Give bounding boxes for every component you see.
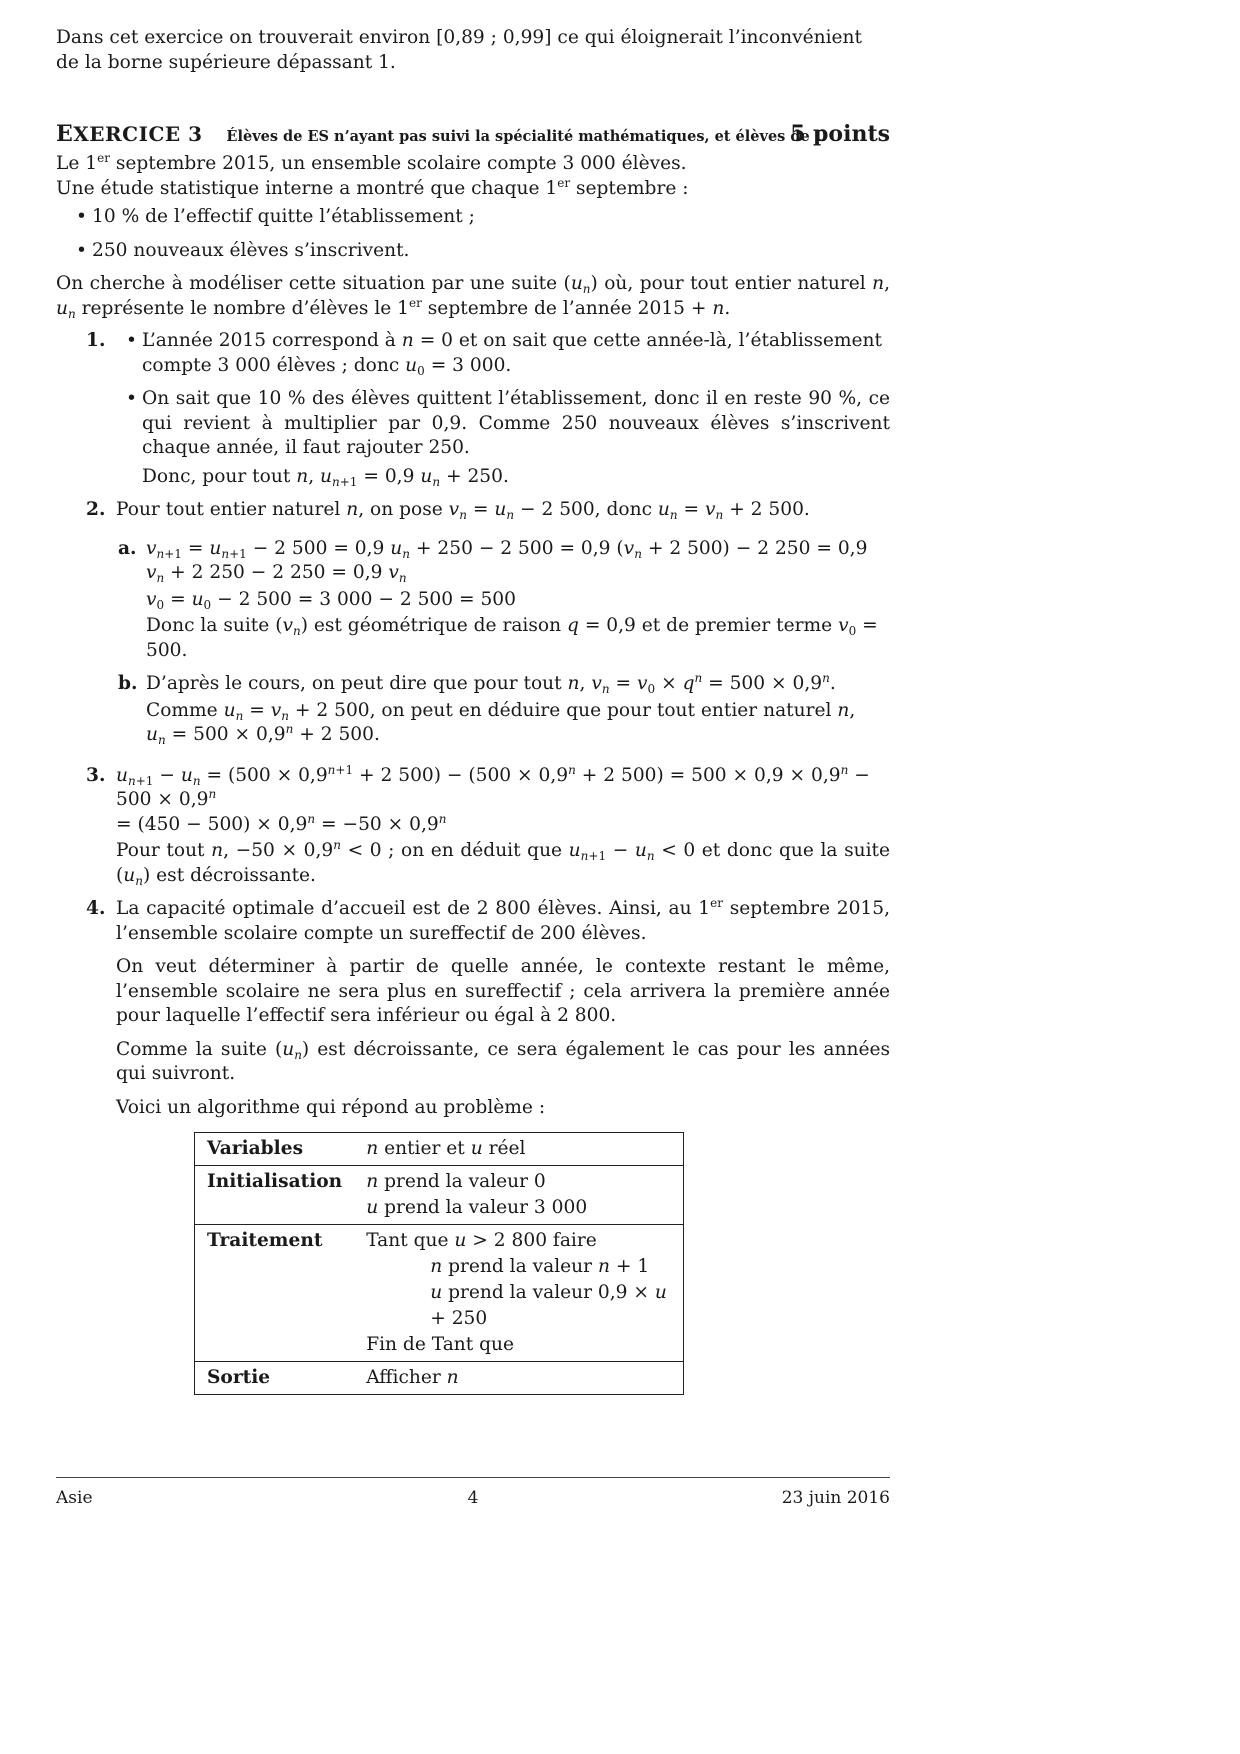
algo-row-variables	[195, 1133, 684, 1166]
question-2b	[118, 671, 890, 748]
question-4	[86, 896, 890, 1120]
algo-cell: n prend la valeur 0 u prend la valeur 3 000	[354, 1166, 683, 1225]
statement-bullet: • 10 % de l’effectif quitte l’établissement ;	[92, 205, 890, 230]
q4-p3: Comme la suite $(u_n)$ est décroissante, ce sera également le cas pour les années qui suivront.	[116, 1038, 890, 1084]
question-number: 2.	[86, 499, 106, 520]
question-number: 1.	[86, 330, 106, 351]
question-number: 3.	[86, 764, 106, 786]
exercise-subtitle: Élèves de ES n’ayant pas suivi la spécialité mathématiques, et élèves de L	[226, 128, 825, 145]
q3-line2: = $(450 - 500) \times 0,9^n = -50 \times 0,9^n$	[116, 811, 447, 835]
algo-label: Variables	[195, 1133, 355, 1166]
subquestion-label: a.	[118, 537, 137, 559]
exercise-name: EXERCICE 3	[56, 121, 203, 147]
page-footer	[56, 1477, 890, 1512]
questions-list	[56, 329, 890, 1120]
q2a-line2: $v_0 = u_0 - 2$ 500 = 3 000 − 2 500 = 500	[146, 588, 516, 612]
algo-label: Initialisation	[195, 1166, 355, 1225]
q2b-line3: $u_n = 500 \times 0,9^n + 2$ 500.	[146, 722, 380, 747]
q3-line3: Pour tout n, $-50 \times 0,9^n < 0$ ; on en déduit que $u_{n+1} - u_n < 0$ et donc que la suite $(u_n)$ est décroissante.	[116, 838, 891, 888]
q2a-line1: $v_{n+1} = u_{n+1} - 2$ 500 = 0,9 $u_n + 250 - 2$ 500 = 0,9 ($v_n + 2$ 500) − 2 250 = 0,9 $v_n + 2$ 250 − 2 250 = 0,9 $v_n$	[146, 537, 868, 585]
algo-label: Traitement	[195, 1225, 355, 1362]
statement-bullets	[56, 205, 890, 263]
exercise-points: 5 points	[790, 121, 890, 147]
algo-row-output	[195, 1362, 684, 1395]
algorithm-table	[194, 1132, 684, 1395]
algo-label: Sortie	[195, 1362, 355, 1395]
q1-bullets	[116, 329, 890, 489]
q4-p1: La capacité optimale d’accueil est de 2 800 élèves. Ainsi, au 1er septembre 2015, l’ensemble scolaire compte un sureffectif de 200 élèves.	[116, 896, 890, 944]
algo-cell: Tant que u > 2 800 faire n prend la valeur n + 1 u prend la valeur 0,9 × u + 250 Fin de Tant que	[354, 1225, 683, 1362]
question-3	[86, 762, 891, 889]
page-number: 4	[467, 1488, 479, 1508]
intro-paragraph: Dans cet exercice on trouverait environ [0,89 ; 0,99] ce qui éloignerait l’inconvénient de la borne supérieure dépassant 1.	[56, 27, 862, 73]
q2a-line3: Donc la suite $(v_n)$ est géométrique de raison q = 0,9 et de premier terme $v_0 = 500$.	[146, 615, 878, 661]
q4-p2: On veut déterminer à partir de quelle année, le contexte restant le même, l’ensemble scolaire ne sera plus en sureffectif ; cela arrivera la première année pour laquelle l’effectif sera inférieur ou égal à 2 800.	[116, 956, 890, 1026]
statement-line2: Une étude statistique interne a montré que chaque 1er septembre :	[56, 175, 689, 199]
algo-cell: n entier et u réel	[354, 1133, 683, 1166]
algo-row-init	[195, 1166, 684, 1225]
question-2a	[118, 537, 890, 664]
algo-cell: Afficher n	[354, 1362, 683, 1395]
q4-p4: Voici un algorithme qui répond au problème :	[116, 1096, 546, 1118]
exercise-header	[56, 122, 890, 152]
subquestion-label: b.	[118, 673, 138, 694]
question-2	[86, 498, 890, 748]
algo-row-treatment	[195, 1225, 684, 1362]
question-1	[86, 329, 890, 489]
document-page	[56, 26, 890, 1395]
model-paragraph: On cherche à modéliser cette situation par une suite $(u_n)$ où, pour tout entier naturel n, $u_n$ représente le nombre d’élèves le 1er septembre de l’année 2015 + n.	[56, 273, 890, 321]
q2-intro: Pour tout entier naturel n, on pose $v_n = u_n - 2$ 500, donc $u_n = v_n + 2$ 500.	[116, 499, 810, 522]
q1-bullet: • L’année 2015 correspond à n = 0 et on sait que cette année-là, l’établissement compte 3 000 élèves ; donc $u_0 = 3$ 000.	[142, 329, 890, 378]
q2b-line1: D’après le cours, on peut dire que pour tout n, $v_n = v_0 \times q^n = 500 \times 0,9^n$.	[146, 671, 836, 696]
statement-bullet: • 250 nouveaux élèves s’inscrivent.	[92, 239, 890, 264]
q3-line1: $u_{n+1} - u_n = (500 \times 0,9^{n+1} + 2$ $500) - (500 \times 0,9^n + 2$ $500) = 500 \times 0,9 \times 0,9^n - 500 \times 0,9^n$	[116, 762, 870, 810]
question-number: 4.	[86, 898, 106, 919]
q2b-line2: Comme $u_n = v_n + 2$ 500, on peut en déduire que pour tout entier naturel n,	[146, 699, 856, 723]
footer-date: 23 juin 2016	[781, 1488, 890, 1508]
statement-line1: Le 1er septembre 2015, un ensemble scolaire compte 3 000 élèves.	[56, 151, 687, 174]
footer-left: Asie	[56, 1488, 93, 1508]
q1-bullet: • On sait que 10 % des élèves quittent l’établissement, donc il en reste 90 %, ce qui revient à multiplier par 0,9. Comme 250 nouveaux élèves s’inscrivent chaque année, il faut rajouter 250. Donc, pour tout n, $u_{n+1} = 0,9$ $u_n + 250$.	[142, 387, 890, 489]
q2-subquestions	[116, 537, 890, 748]
